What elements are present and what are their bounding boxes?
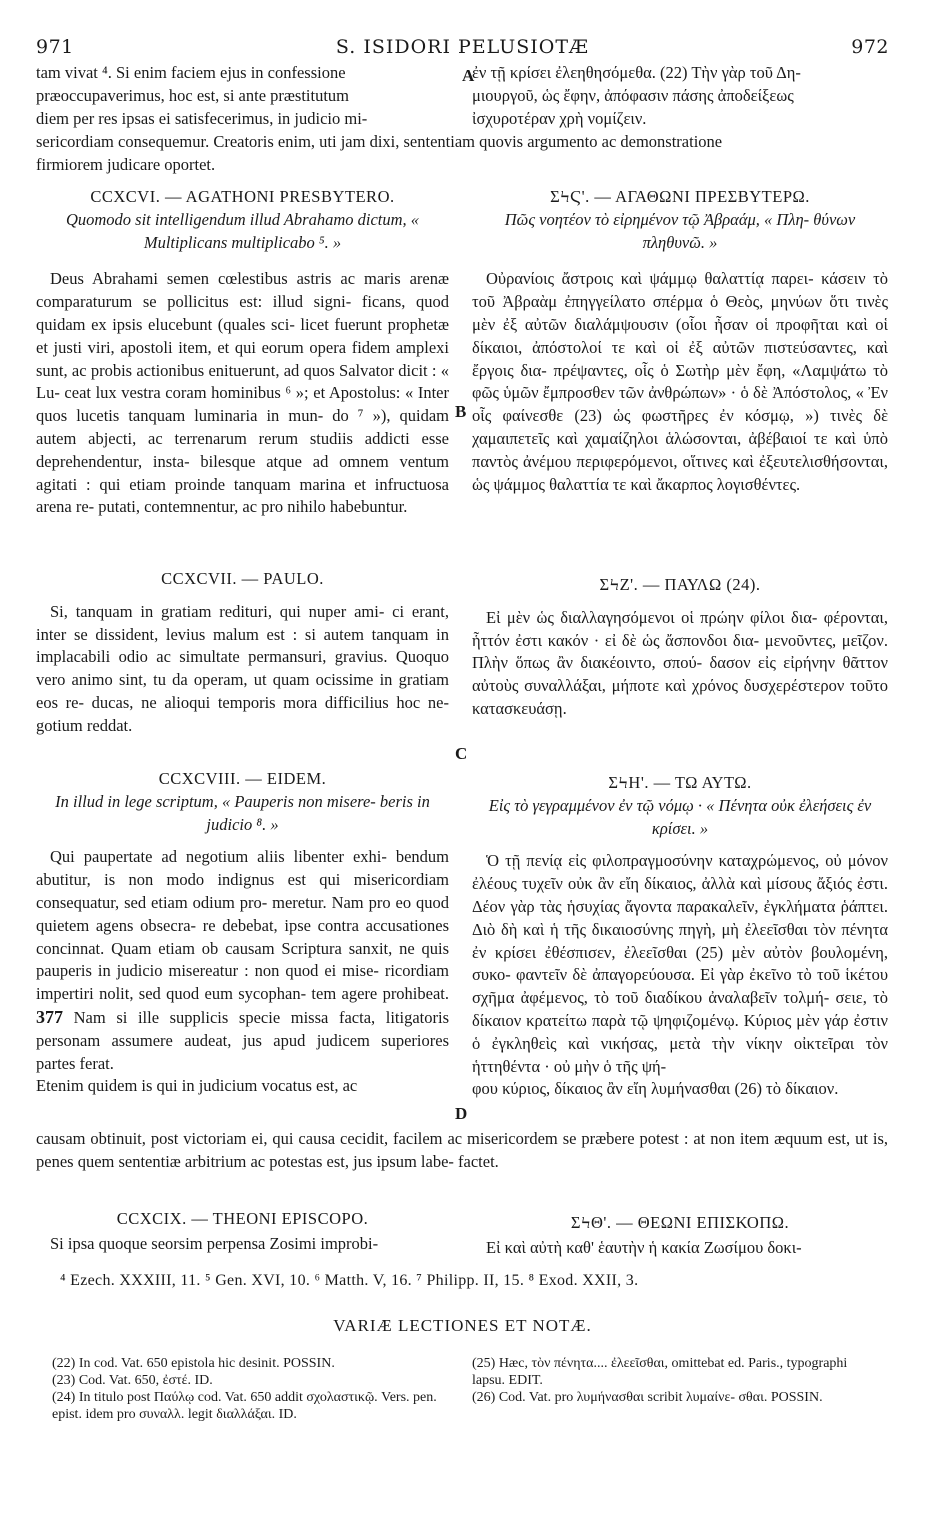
section-body: Si, tanquam in gratiam redituri, qui nuper ami- ci erant, inter se dissident, levius malum est : si autem tanquam in implacabili odio ac simultate permansuri, gravius. Quoquo vero animo sint, tu da operam, ut quam ocissime in gratiam eos re- ducas, ne alioqui temporis mora difficilius hoc ne- gotium reddat. bbox=[36, 601, 449, 735]
section-title: CCXCVII. — PAULO. bbox=[161, 569, 324, 588]
section-body: Οὐρανίοις ἄστροις καὶ ψάμμῳ θαλαττίᾳ παρει- κάσειν τὸ τοῦ Ἀβραὰμ ἐπηγγείλατο σπέρμα ὁ Θεὸς, μηνύων ὅτι τινὲς μὲν ἐξ αὐτῶν διαλάμψουσιν (οἷοι ἦσαν οἱ προφῆται καὶ οἱ δίκαιοι, ἀπόστολοί τε καὶ οἱ ἐξ αὐτῶν πιστεύσαντες, καὶ ἔργοις δια- πρέψαντες, οἷς ὁ Σωτὴρ μὲν ἔφη, «Λαμψάτω τὸ φῶς ὑμῶν ἔμπροσθεν τῶν ἀνθρώπων» · ὁ δὲ Ἀπόστολος, « Ἐν οἷς φαίνεσθε (23) ὡς φωστῆρες ἐν κόσμῳ, ») τινὲς δὲ χαμαιπετεῖς καὶ χαμαίζηλοι ἁλώσονται, ἀβέβαιοί τε καὶ ὑπὸ παντὸς ἀνέμου περιφερόμενοι, οἵτινες καὶ ἐξευτελισθήσονται, ὡς ψάμμος θαλαττία τε καὶ ἄκαρπος λογισθέντες. bbox=[472, 269, 888, 494]
margin-marker-a: A bbox=[462, 66, 475, 85]
notes-heading: VARIÆ LECTIONES ET NOTÆ. bbox=[333, 1316, 592, 1335]
running-title: S. ISIDORI PELUSIOTÆ bbox=[335, 36, 590, 58]
margin-marker-b: B bbox=[455, 402, 467, 421]
section-title: CCXCVIII. — EIDEM. bbox=[158, 769, 327, 788]
section-body: Εἰ καὶ αὐτὴ καθ' ἑαυτὴν ἡ κακία Ζωσίμου δοκι- bbox=[486, 1237, 802, 1257]
section-296-greek bbox=[472, 186, 888, 496]
note-item: (24) In titulo post Παύλῳ cod. Vat. 650 addit σχολαστικῷ. Vers. pen. epist. idem pro συναλλ. legit διαλλάξαι. ID. bbox=[52, 1390, 437, 1422]
intro-latin bbox=[36, 62, 449, 130]
intro-line: præoccupaverimus, hoc est, si ante præstitutum bbox=[36, 85, 349, 105]
section-299-latin bbox=[36, 1208, 449, 1256]
note-item: (25) Hæc, τὸν πένητα.... ἐλεεῖσθαι, omittebat ed. Paris., typographi lapsu. EDIT. bbox=[472, 1356, 848, 1388]
section-title: CCXCIX. — THEONI EPISCOPO. bbox=[116, 1209, 369, 1228]
section-body-line: Etenim quidem is qui in judicium vocatus est, ac bbox=[36, 1076, 358, 1096]
section-298-greek bbox=[472, 772, 888, 1101]
page-number: 377 bbox=[36, 1006, 63, 1027]
intro-line: diem per res ipsas ei satisfecerimus, in judicio mi- bbox=[36, 108, 368, 128]
section-body: Ὁ τῇ πενίᾳ εἰς φιλοπραγμοσύνην καταχρώμενος, οὐ μόνον ἐλέους τυχεῖν οὐκ ἂν εἴη δίκαιος, ἀλλὰ καὶ μίσους ἄξιός ἐστι. Δέον γὰρ τὰς ἡσυχίας ἄγοντα παρακαλεῖν, ἐγκλήματα ῥάπτει. Διὸ δὴ καὶ ἡ τῆς δικαιοσύνης πηγὴ, μὴ ἐλεεῖσθαι τὸν πένητα ἐν κρίσει ἐθέσπισεν, ἐλεεῖσθαι (25) μὲν αὐτὸν βουλομένη, συκο- φαντεῖν δὲ ἀπαγορεύουσα. Εἰ γὰρ ἐκεῖνο τὸ τοῦ ἱκέτου σχῆμα ἀφέμενος, τὸ τοῦ διαδίκου ἀναλαβεῖν τολμή- σειε, τὸ δίκαιον κρατείτω παρὰ τῷ ψηφιζομένῳ. Κύριος μὲν γάρ ἐστιν ὁ ἐγκληθεὶς καὶ νικήσας, μετὰ τὴν νίκην οἰκτεῖραι τὸν ἡττηθέντα · οὐ μὴν ὁ τῆς ψή- bbox=[472, 851, 888, 1076]
notes-right bbox=[472, 1355, 882, 1406]
intro-wide-line: sericordiam consequemur. Creatoris enim, uti jam dixi, sententiam quovis argumento ac demonstratione bbox=[36, 132, 723, 151]
section-296-latin bbox=[36, 186, 449, 519]
section-subtitle: In illud in lege scriptum, « Pauperis non misere- beris in judicio ⁸. » bbox=[55, 791, 430, 834]
section-subtitle: Εἰς τὸ γεγραμμένον ἐν τῷ νόμῳ · « Πένητα οὐκ ἐλεήσεις ἐν κρίσει. » bbox=[488, 795, 872, 838]
section-298-wide: causam obtinuit, post victoriam ei, qui causa cecidit, facilem ac misericordem se præbere potest : at non item æquum est, ut is, penes quem sententiæ arbitrium ac potestas est, jus ipsum labe- factet. bbox=[36, 1129, 888, 1171]
intro-line: tam vivat ⁴. Si enim faciem ejus in confessione bbox=[36, 63, 346, 82]
section-297-latin bbox=[36, 568, 449, 738]
intro-line: ἰσχυροτέραν χρὴ νομίζειν. bbox=[472, 108, 647, 128]
section-title: ΣϞϚ'. — ΑΓΑΘΩΝΙ ΠΡΕΣΒΥΤΕΡΩ. bbox=[550, 187, 810, 206]
scripture-references: ⁴ Ezech. XXXIII, 11. ⁵ Gen. XVI, 10. ⁶ Matth. V, 16. ⁷ Philipp. II, 15. ⁸ Exod. XXII, 3. bbox=[60, 1272, 639, 1289]
section-body: Si ipsa quoque seorsim perpensa Zosimi improbi- bbox=[50, 1233, 379, 1253]
section-body: Εἰ μὲν ὡς διαλλαγησόμενοι οἱ πρώην φίλοι δια- φέρονται, ἧττόν ἐστι κακόν · εἰ δὲ ὡς ἄσπονδοι δια- μενοῦντες, μεῖζον. Πλὴν ὅπως ἂν διακέοιντο, σπού- δασον εἰς εἰρήνην θᾶττον αὐτοὺς συναλλάξαι, μήποτε καὶ χρόνος δυσχερέστερον τοῦτο κατασκευάσῃ. bbox=[472, 607, 888, 718]
margin-marker-d: D bbox=[455, 1104, 468, 1123]
section-body bbox=[36, 846, 449, 1075]
note-item: (23) Cod. Vat. 650, ἐστέ. ID. bbox=[52, 1373, 213, 1388]
section-298-latin bbox=[36, 768, 449, 1098]
section-body-text: Nam si ille supplicis specie missa facta, litigatoris personam assumere audeat, jus apud judicem superiores partes ferat. bbox=[36, 1007, 449, 1073]
section-299-greek bbox=[472, 1212, 888, 1260]
intro-line: ἐν τῇ κρίσει ἐλεηθησόμεθα. (22) Τὴν γὰρ τοῦ Δη- bbox=[472, 63, 801, 82]
section-body-text: Qui paupertate ad negotium aliis libenter exhi- bendum abutitur, is non modo indignus est qui misericordiam consequatur, sed etiam odium pro- meretur. Nam pro eo quod quietem agens obsecra- re debebat, ipse contra accusationes concinnat. Quam etiam ob causam Scriptura sanxit, ne quis pauperis in judicio misereatur : non quod ei mise- ricordiam impertiri nolit, sed quod eum sycophan- tem agere prohibeat. bbox=[36, 847, 449, 1004]
section-297-greek bbox=[472, 574, 888, 721]
intro-line: firmiorem judicare oportet. bbox=[36, 155, 216, 174]
column-number-right: 972 bbox=[851, 36, 889, 58]
column-number-left: 971 bbox=[36, 36, 74, 58]
section-title: ΣϞΘ'. — ΘΕΩΝΙ ΕΠΙΣΚΟΠΩ. bbox=[570, 1213, 790, 1232]
section-subtitle: Quomodo sit intelligendum illud Abrahamo dictum, « Multiplicans multiplicabo ⁵. » bbox=[65, 209, 420, 252]
section-body: Deus Abrahami semen cœlestibus astris ac maris arenæ comparaturum se pollicitus est: illud signi- ficans, quod quidam ex ipsis elucebunt (quales sci- licet fuerunt prophetæ et justi viri, apostoli item, et qui eorum opera fidem amplexi sunt, ac probis actionibus enituerunt, ad quos Salvator dicit : « Lu- ceat lux vestra coram hominibus ⁶ »; et Apostolus: « Inter quos lucetis tanquam luminaria in mun- do ⁷ »), quidam autem abjecti, ac terrenarum rerum studiis addicti esse deprehendentur, insta- bilesque atque ad omnem ventum agitati : qui etiam proinde tanquam marina et infructuosa arena re- putati, contemnentur, ac pro nihilo habebuntur. bbox=[36, 269, 449, 517]
margin-marker-c: C bbox=[455, 744, 468, 763]
section-title: CCXCVI. — AGATHONI PRESBYTERO. bbox=[90, 187, 395, 206]
section-title: ΣϞΖ'. — ΠΑΥΛΩ (24). bbox=[599, 575, 761, 594]
intro-line: μιουργοῦ, ὡς ἔφην, ἀπόφασιν πάσης ἀποδείξεως bbox=[472, 85, 794, 105]
section-body-line: φου κύριος, δίκαιος ἂν εἴη λυμήνασθαι (26) τὸ δίκαιον. bbox=[472, 1079, 839, 1099]
section-subtitle: Πῶς νοητέον τὸ εἰρημένον τῷ Ἀβραάμ, « Πλη- θύνων πληθυνῶ. » bbox=[504, 209, 856, 252]
note-item: (22) In cod. Vat. 650 epistola hic desinit. POSSIN. bbox=[52, 1356, 335, 1371]
note-item: (26) Cod. Vat. pro λυμήνασθαι scribit λυμαίνε- σθαι. POSSIN. bbox=[472, 1390, 823, 1405]
notes-left bbox=[52, 1355, 457, 1423]
intro-greek bbox=[472, 62, 888, 130]
section-title: ΣϞΗ'. — ΤΩ ΑΥΤΩ. bbox=[608, 773, 752, 792]
